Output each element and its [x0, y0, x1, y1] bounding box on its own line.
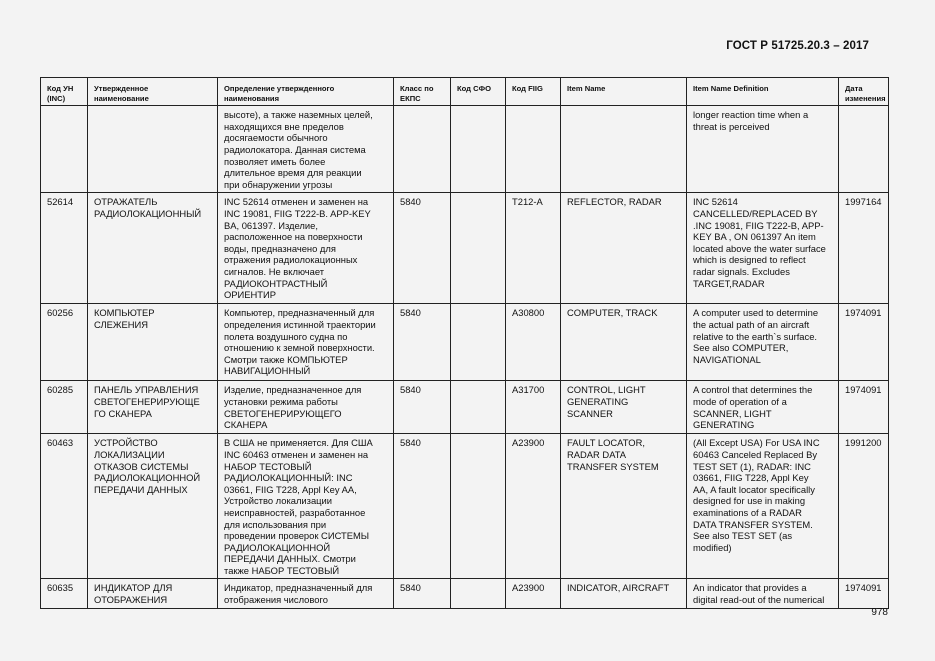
header-change-date: Дата изменения	[839, 78, 889, 106]
cell-item-name: REFLECTOR, RADAR	[561, 193, 687, 304]
cell-definition-ru: высоте), а также наземных целей, находящихся вне пределов досягаемости обычного радиолокатора. Данная система позволяет иметь более длительное время для реакции при обнаружении угрозы	[218, 106, 394, 193]
cell-item-name: FAULT LOCATOR, RADAR DATA TRANSFER SYSTEM	[561, 434, 687, 579]
cell-definition-ru: В США не применяется. Для США INC 60463 отменен и заменен на НАБОР ТЕСТОВЫЙ РАДИОЛОКАЦИОННЫЙ: INC 03661, FIIG T228, Appl Key AA, Устройство локализации неисправностей, разработанное для использования при проведении проверок СИСТЕМЫ РАДИОЛОКАЦИОННОЙ ПЕРЕДАЧИ ДАННЫХ. Смотри также НАБОР ТЕСТОВЫЙ	[218, 434, 394, 579]
cell-date	[839, 106, 889, 193]
cell-definition-ru: INC 52614 отменен и заменен на INC 19081, FIIG T222-B. APP-KEY BA, 061397. Изделие, расположенное на поверхности воды, предназначено для отражения радиолокационных сигналов. Не включает РАДИОКОНТРАСТНЫЙ ОРИЕНТИР	[218, 193, 394, 304]
header-approved-definition: Определение утвержденного наименования	[218, 78, 394, 106]
cell-sfo	[451, 579, 506, 608]
cell-definition-en: An indicator that provides a digital read-out of the numerical	[687, 579, 839, 608]
item-name-table	[40, 77, 889, 609]
cell-sfo	[451, 434, 506, 579]
cell-class: 5840	[394, 304, 451, 381]
cell-sfo	[451, 381, 506, 434]
cell-item-name: INDICATOR, AIRCRAFT	[561, 579, 687, 608]
cell-fiig	[506, 106, 561, 193]
cell-fiig: A23900	[506, 434, 561, 579]
cell-fiig: A30800	[506, 304, 561, 381]
cell-date: 1974091	[839, 381, 889, 434]
cell-inc: 60635	[41, 579, 88, 608]
cell-sfo	[451, 106, 506, 193]
cell-definition-ru: Компьютер, предназначенный для определения истинной траектории полета воздушного судна по отношению к земной поверхности. Смотри также КОМПЬЮТЕР НАВИГАЦИОННЫЙ	[218, 304, 394, 381]
document-title: ГОСТ Р 51725.20.3 – 2017	[726, 40, 869, 52]
cell-class: 5840	[394, 434, 451, 579]
page-number: 978	[871, 607, 888, 618]
cell-definition-en: A control that determines the mode of operation of a SCANNER, LIGHT GENERATING	[687, 381, 839, 434]
cell-class: 5840	[394, 579, 451, 608]
cell-sfo	[451, 193, 506, 304]
header-approved-name: Утвержденное наименование	[88, 78, 218, 106]
cell-class: 5840	[394, 381, 451, 434]
header-class: Класс по ЕКПС	[394, 78, 451, 106]
cell-name-ru: УСТРОЙСТВО ЛОКАЛИЗАЦИИ ОТКАЗОВ СИСТЕМЫ РАДИОЛОКАЦИОННОЙ ПЕРЕДАЧИ ДАННЫХ	[88, 434, 218, 579]
cell-fiig: A23900	[506, 579, 561, 608]
header-item-name: Item Name	[561, 78, 687, 106]
cell-date: 1991200	[839, 434, 889, 579]
cell-fiig: T212-A	[506, 193, 561, 304]
cell-class	[394, 106, 451, 193]
cell-inc: 60256	[41, 304, 88, 381]
header-item-name-definition: Item Name Definition	[687, 78, 839, 106]
cell-sfo	[451, 304, 506, 381]
cell-name-ru: КОМПЬЮТЕР СЛЕЖЕНИЯ	[88, 304, 218, 381]
table-row	[41, 304, 889, 381]
cell-name-ru: ПАНЕЛЬ УПРАВЛЕНИЯ СВЕТОГЕНЕРИРУЮЩЕ ГО СКАНЕРА	[88, 381, 218, 434]
cell-definition-en: A computer used to determine the actual path of an aircraft relative to the earth`s surface. See also COMPUTER, NAVIGATIONAL	[687, 304, 839, 381]
cell-item-name: CONTROL, LIGHT GENERATING SCANNER	[561, 381, 687, 434]
table-row	[41, 579, 889, 608]
cell-fiig: A31700	[506, 381, 561, 434]
cell-definition-en: (All Except USA) For USA INC 60463 Canceled Replaced By TEST SET (1), RADAR: INC 03661, FIIG T228, Appl Key AA, A fault locator specifically designed for use in making examinations of a RADAR DATA TRANSFER SYSTEM. See also TEST SET (as modified)	[687, 434, 839, 579]
cell-inc	[41, 106, 88, 193]
table-header-row	[41, 78, 889, 106]
cell-name-ru	[88, 106, 218, 193]
table-row	[41, 434, 889, 579]
cell-date: 1974091	[839, 579, 889, 608]
cell-definition-ru: Изделие, предназначенное для установки режима работы СВЕТОГЕНЕРИРУЮЩЕГО СКАНЕРА	[218, 381, 394, 434]
table-row	[41, 381, 889, 434]
cell-definition-en: longer reaction time when a threat is perceived	[687, 106, 839, 193]
table-row	[41, 193, 889, 304]
cell-name-ru: ИНДИКАТОР ДЛЯ ОТОБРАЖЕНИЯ	[88, 579, 218, 608]
cell-inc: 60463	[41, 434, 88, 579]
cell-date: 1974091	[839, 304, 889, 381]
cell-item-name	[561, 106, 687, 193]
cell-definition-en: INC 52614 CANCELLED/REPLACED BY .INC 19081, FIIG T222-B, APP- KEY BA , ON 061397 An item located above the water surface which is designed to reflect radar signals. Excludes TARGET,RADAR	[687, 193, 839, 304]
header-inc: Код УН (INC)	[41, 78, 88, 106]
cell-inc: 60285	[41, 381, 88, 434]
cell-class: 5840	[394, 193, 451, 304]
cell-inc: 52614	[41, 193, 88, 304]
header-sfo-code: Код СФО	[451, 78, 506, 106]
cell-definition-ru: Индикатор, предназначенный для отображения числового	[218, 579, 394, 608]
cell-item-name: COMPUTER, TRACK	[561, 304, 687, 381]
table-row	[41, 106, 889, 193]
header-fiig-code: Код FIIG	[506, 78, 561, 106]
cell-name-ru: ОТРАЖАТЕЛЬ РАДИОЛОКАЦИОННЫЙ	[88, 193, 218, 304]
cell-date: 1997164	[839, 193, 889, 304]
